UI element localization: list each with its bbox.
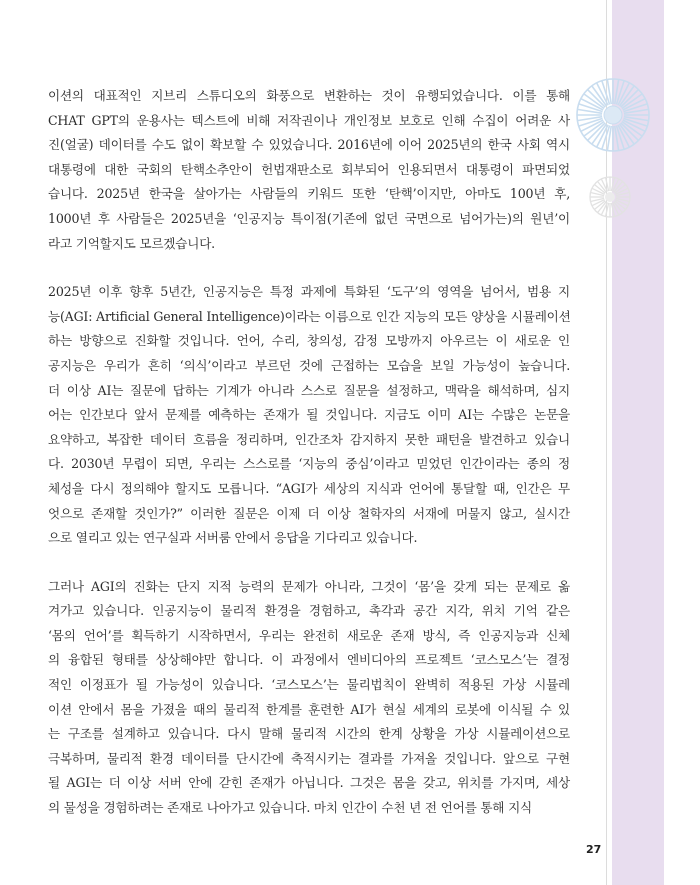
outer-margin	[664, 0, 700, 885]
body-text	[48, 84, 570, 845]
text-line: 적인 이정표가 될 가능성이 있습니다. ‘코스모스’는 물리법칙이 완벽히 적용된 가상 시뮬레	[48, 677, 570, 693]
small-circular-ornament-icon	[588, 175, 632, 219]
text-line: 공지능은 우리가 흔히 ‘의식’이라고 부르던 것에 근접하는 모습을 보일 가능성이 높습니다.	[48, 357, 570, 373]
text-line: 라고 기억할지도 모르겠습니다.	[48, 235, 215, 251]
text-line: ‘몸의 언어’를 획득하기 시작하면서, 우리는 완전히 새로운 존재 방식, 즉 인공지능과 신체	[48, 627, 570, 643]
paragraph	[48, 84, 570, 256]
text-line: 는 구조를 설계하고 있습니다. 다시 말해 물리적 시간의 한계 상황을 가상 시뮬레이션으로	[48, 726, 570, 742]
text-line: 어는 인간보다 앞서 문제를 예측하는 존재가 될 것입니다. 지금도 이미 AI는 수많은 논문을	[48, 407, 570, 423]
text-line: 1000년 후 사람들은 2025년을 ‘인공지능 특이점(기존에 없던 국면으로 넘어가는)의 원년’이	[48, 210, 570, 226]
paragraph	[48, 280, 570, 551]
text-line: 으로 열리고 있는 연구실과 서버룸 안에서 응답을 기다리고 있습니다.	[48, 530, 418, 546]
text-line: 진(얼굴) 데이터를 수도 없이 확보할 수 있었습니다. 2016년에 이어 2025년의 한국 사회 역시	[48, 137, 570, 153]
paragraph	[48, 575, 570, 821]
text-line: 이션의 대표적인 지브리 스튜디오의 화풍으로 변환하는 것이 유행되었습니다. 이를 통해	[48, 88, 570, 103]
text-line: 그러나 AGI의 진화는 단지 지적 능력의 문제가 아니라, 그것이 ‘몸’을 갖게 되는 문제로 옮	[48, 578, 570, 594]
page-number: 27	[586, 843, 602, 856]
text-line: 엇으로 존재할 것인가?” 이러한 질문은 이제 더 이상 철학자의 서재에 머물지 않고, 실시간	[48, 505, 570, 521]
text-line: 능(AGI: Artificial General Intelligence)이라는 이름으로 인간 지능의 모든 양상을 시뮬레이션	[48, 308, 571, 324]
text-line: 이션 안에서 몸을 가졌을 때의 물리적 한계를 훈련한 AI가 현실 세계의 로봇에 이식될 수 있	[48, 701, 570, 717]
text-line: 겨가고 있습니다. 인공지능이 물리적 환경을 경험하고, 촉각과 공간 지각, 위치 기억 같은	[48, 603, 570, 619]
text-line: 하는 방향으로 진화할 것입니다. 언어, 수리, 창의성, 감정 모방까지 아우르는 이 새로운 인	[48, 333, 570, 349]
text-line: 습니다. 2025년 한국을 살아가는 사람들의 키워드 또한 ‘탄핵’이지만, 아마도 100년 후,	[48, 186, 570, 202]
text-line: 대통령에 대한 국회의 탄핵소추안이 헌법재판소로 회부되어 인용되면서 대통령이 파면되었	[48, 161, 570, 177]
text-line: 될 AGI는 더 이상 서버 안에 갇힌 존재가 아닙니다. 그것은 몸을 갖고, 위치를 가지며, 세상	[48, 775, 570, 791]
text-line: 더 이상 AI는 질문에 답하는 기계가 아니라 스스로 질문을 설정하고, 맥락을 해석하며, 심지	[48, 382, 570, 398]
text-line: 의 물성을 경험하려는 존재로 나아가고 있습니다. 마치 인간이 수천 년 전 언어를 통해 지식	[48, 800, 533, 816]
text-line: 체성을 다시 정의해야 할지도 모릅니다. “AGI가 세상의 지식과 언어에 통달할 때, 인간은 무	[48, 480, 570, 496]
text-line: 극복하며, 물리적 환경 데이터를 단시간에 축적시키는 결과를 가져올 것입니다. 앞으로 구현	[48, 750, 570, 766]
text-line: 2025년 이후 향후 5년간, 인공지능은 특정 과제에 특화된 ‘도구’의 영역을 넘어서, 범용 지	[48, 284, 570, 300]
text-line: 다. 2030년 무렵이 되면, 우리는 스스로를 ‘지능의 중심’이라고 믿었던 인간이라는 종의 정	[48, 456, 570, 472]
text-line: 요약하고, 복잡한 데이터 흐름을 정리하며, 인간조차 감지하지 못한 패턴을 발견하고 있습니	[48, 431, 570, 447]
circular-ornament-icon	[575, 77, 651, 153]
text-line: CHAT GPT의 운용사는 텍스트에 비해 저작권이나 개인정보 보호로 인해 수집이 어려운 사	[48, 112, 570, 128]
text-line: 의 융합된 형태를 상상해야만 합니다. 이 과정에서 엔비디아의 프로젝트 ‘코스모스’는 결정	[48, 652, 570, 668]
